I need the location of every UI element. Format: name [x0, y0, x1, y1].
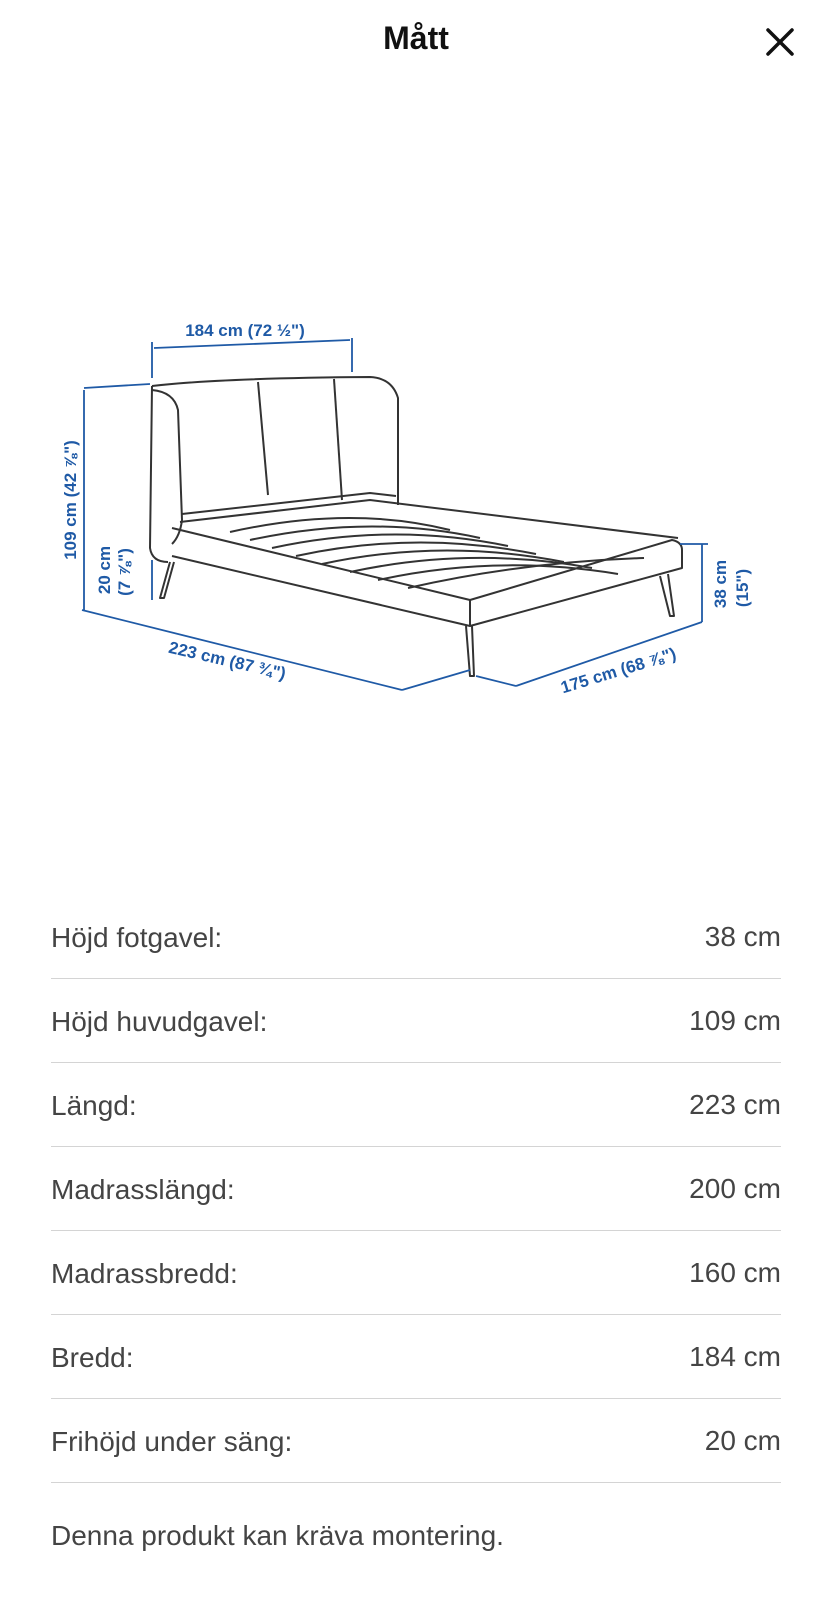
- bed-illustration: [40, 300, 800, 720]
- spec-value: 200 cm: [689, 1172, 781, 1204]
- footboard-height-dimension-label-cm: 38 cm: [711, 559, 730, 609]
- page-title: Mått: [383, 20, 449, 56]
- spec-label: Frihöjd under säng:: [51, 1425, 293, 1457]
- spec-value: 223 cm: [689, 1088, 781, 1120]
- spec-value: 38 cm: [704, 920, 781, 952]
- spec-label: Madrasslängd:: [51, 1173, 235, 1205]
- bed-dimension-diagram: [40, 300, 800, 720]
- close-icon: [762, 24, 798, 60]
- spec-value: 109 cm: [689, 1004, 781, 1036]
- spec-label: Höjd fotgavel:: [51, 921, 223, 953]
- specs-table: [51, 895, 781, 1483]
- spec-label: Längd:: [51, 1089, 137, 1121]
- length-dimension-label: 223 cm (87 ¾"): [166, 637, 288, 684]
- modal-header: [0, 0, 832, 86]
- clearance-dimension-label-in: (7 ⅞"): [115, 548, 134, 596]
- spec-label: Bredd:: [51, 1341, 134, 1373]
- spec-label: Madrassbredd:: [51, 1257, 238, 1289]
- spec-row-mattress-length: [51, 1147, 781, 1231]
- spec-label: Höjd huvudgavel:: [51, 1005, 268, 1037]
- spec-value: 160 cm: [689, 1256, 781, 1288]
- spec-row-length: [51, 1063, 781, 1147]
- spec-value: 20 cm: [704, 1424, 781, 1456]
- assembly-note: Denna produkt kan kräva montering.: [51, 1520, 504, 1551]
- spec-row-width: [51, 1315, 781, 1399]
- width-dimension-label: 184 cm (72 ½"): [185, 321, 305, 340]
- spec-row-footboard-height: [51, 895, 781, 979]
- footboard-height-dimension-label-in: (15"): [733, 568, 752, 608]
- close-button[interactable]: [762, 24, 798, 60]
- headboard-height-dimension-label: 109 cm (42 ⅞"): [61, 440, 80, 560]
- spec-value: 184 cm: [689, 1340, 781, 1372]
- depth-dimension-label: 175 cm (68 ⅞"): [558, 644, 679, 698]
- clearance-dimension-label-cm: 20 cm: [95, 545, 114, 595]
- spec-row-clearance: [51, 1399, 781, 1483]
- bed-outline: [150, 377, 682, 676]
- spec-row-headboard-height: [51, 979, 781, 1063]
- spec-row-mattress-width: [51, 1231, 781, 1315]
